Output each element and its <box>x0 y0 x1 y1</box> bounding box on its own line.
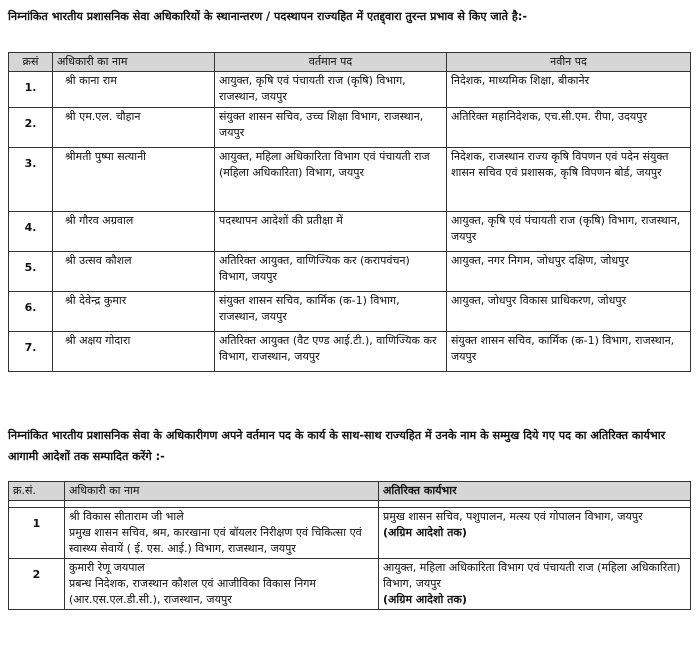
current-post: आयुक्त, कृषि एवं पंचायती राज (कृषि) विभाग, राजस्थान, जयपुर <box>215 72 447 108</box>
serial-number: 2. <box>9 108 53 148</box>
table-row <box>9 108 691 148</box>
table-header-row <box>9 482 691 501</box>
serial-number: 6. <box>9 292 53 332</box>
header-serial: क्र.सं. <box>9 482 65 501</box>
officer-name: श्री देवेन्द्र कुमार <box>53 292 215 332</box>
current-post: पदस्थापन आदेशों की प्रतीक्षा में <box>215 212 447 252</box>
new-post: आयुक्त, कृषि एवं पंचायती राज (कृषि) विभाग, राजस्थान, जयपुर <box>447 212 691 252</box>
officer-current-post: प्रमुख शासन सचिव, श्रम, कारखाना एवं बॉयलर निरीक्षण एवं चिकित्सा एवं स्वास्थ्य सेवायें ( ई. एस. आई.) विभाग, राजस्थान, जयपुर <box>69 526 362 555</box>
header-serial: क्रसं <box>9 53 53 72</box>
current-post: अतिरिक्त आयुक्त, वाणिज्यिक कर (करापवंचन) विभाग, जयपुर <box>215 252 447 292</box>
charge-cell <box>379 508 691 559</box>
current-post: संयुक्त शासन सचिव, उच्च शिक्षा विभाग, राजस्थान, जयपुर <box>215 108 447 148</box>
officer-name: श्री काना राम <box>53 72 215 108</box>
officer-name: श्री अक्षय गोदारा <box>53 332 215 372</box>
new-post: संयुक्त शासन सचिव, कार्मिक (क-1) विभाग, राजस्थान, जयपुर <box>447 332 691 372</box>
header-additional-charge: अतिरिक्त कार्यभार <box>379 482 691 501</box>
officer-cell <box>65 559 379 610</box>
table-row <box>9 252 691 292</box>
until-further-orders: (अग्रिम आदेशो तक) <box>383 526 467 539</box>
new-post: निदेशक, राजस्थान राज्य कृषि विपणन एवं पदेन संयुक्त शासन सचिव एवं प्रशासक, कृषि विपणन बोर्ड, जयपुर <box>447 148 691 212</box>
officer-name: श्रीमती पुष्पा सत्यानी <box>53 148 215 212</box>
new-post: निदेशक, माध्यमिक शिक्षा, बीकानेर <box>447 72 691 108</box>
new-post: अतिरिक्त महानिदेशक, एच.सी.एम. रीपा, उदयपुर <box>447 108 691 148</box>
charge-cell <box>379 559 691 610</box>
spacer-row <box>9 501 691 508</box>
header-new-post: नवीन पद <box>447 53 691 72</box>
serial-number: 5. <box>9 252 53 292</box>
header-officer-name: अधिकारी का नाम <box>53 53 215 72</box>
table-row <box>9 148 691 212</box>
officer-cell <box>65 508 379 559</box>
current-post: आयुक्त, महिला अधिकारिता विभाग एवं पंचायती राज (महिला अधिकारिता) विभाग, जयपुर <box>215 148 447 212</box>
table-row <box>9 508 691 559</box>
officer-name: श्री एम.एल. चौहान <box>53 108 215 148</box>
serial-number: 7. <box>9 332 53 372</box>
new-post: आयुक्त, जोधपुर विकास प्राधिकरण, जोधपुर <box>447 292 691 332</box>
officer-name: श्री उत्सव कौशल <box>53 252 215 292</box>
table-row <box>9 292 691 332</box>
additional-charge: आयुक्त, महिला अधिकारिता विभाग एवं पंचायती राज (महिला अधिकारिता) विभाग, जयपुर <box>383 561 681 590</box>
officer-current-post: प्रबन्ध निदेशक, राजस्थान कौशल एवं आजीविका विकास निगम (आर.एस.एल.डी.सी.), राजस्थान, जयपुर <box>69 577 316 606</box>
additional-charge: प्रमुख शासन सचिव, पशुपालन, मत्स्य एवं गोपालन विभाग, जयपुर <box>383 510 643 523</box>
serial-number: 1. <box>9 72 53 108</box>
table-row <box>9 72 691 108</box>
intro-text-additional-charge: निम्नांकित भारतीय प्रशासनिक सेवा के अधिकारीगण अपने वर्तमान पद के कार्य के साथ-साथ राज्यहित में उनके नाम के सम्मुख दिये गए पद का अतिरिक्त कार्यभार आगामी आदेशों तक सम्पादित करेंगे :- <box>8 429 666 463</box>
serial-number: 1 <box>9 508 65 559</box>
additional-charge-table <box>8 481 691 610</box>
intro-text-transfers: निम्नांकित भारतीय प्रशासनिक सेवा अधिकारियों के स्थानान्तरण / पदस्थापन राज्यहित में एतद्द्वारा तुरन्त प्रभाव से किए जाते है:- <box>8 10 527 23</box>
header-officer-name: अधिकारी का नाम <box>65 482 379 501</box>
table-header-row <box>9 53 691 72</box>
officer-name: श्री विकास सीताराम जी भाले <box>69 510 184 523</box>
table-row <box>9 332 691 372</box>
new-post: आयुक्त, नगर निगम, जोधपुर दक्षिण, जोधपुर <box>447 252 691 292</box>
serial-number: 4. <box>9 212 53 252</box>
serial-number: 3. <box>9 148 53 212</box>
officer-name: श्री गौरव अग्रवाल <box>53 212 215 252</box>
current-post: अतिरिक्त आयुक्त (वैट एण्ड आई.टी.), वाणिज्यिक कर विभाग, राजस्थान, जयपुर <box>215 332 447 372</box>
transfer-table <box>8 52 691 372</box>
serial-number: 2 <box>9 559 65 610</box>
table-row <box>9 212 691 252</box>
table-row <box>9 559 691 610</box>
officer-name: कुमारी रेणू जयपाल <box>69 561 145 574</box>
current-post: संयुक्त शासन सचिव, कार्मिक (क-1) विभाग, राजस्थान, जयपुर <box>215 292 447 332</box>
header-current-post: वर्तमान पद <box>215 53 447 72</box>
until-further-orders: (अग्रिम आदेशो तक) <box>383 593 467 606</box>
